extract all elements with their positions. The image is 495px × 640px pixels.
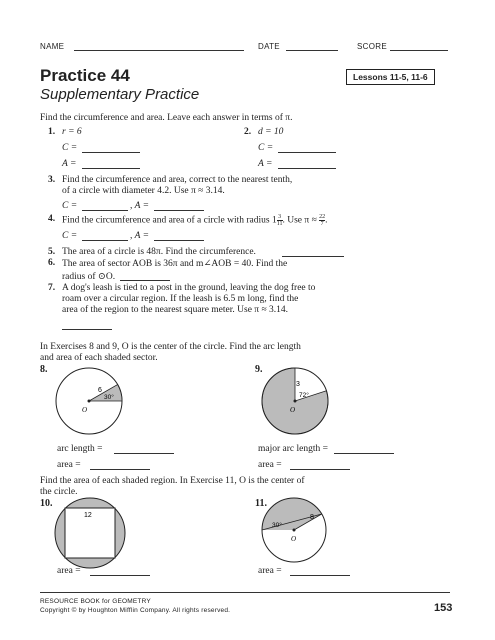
score-field[interactable] bbox=[390, 42, 448, 51]
problem-8-radius-label: 6 bbox=[98, 387, 102, 394]
problem-11-radius-label: 8 bbox=[310, 514, 314, 521]
problem-8-number: 8. bbox=[40, 364, 48, 375]
directions-3-line-1: Find the area of each shaded region. In Exercise 11, O is the center of bbox=[40, 476, 305, 486]
problem-8-area-label: area = bbox=[57, 460, 81, 470]
directions-2-line-1: In Exercises 8 and 9, O is the center of the circle. Find the arc length bbox=[40, 342, 301, 352]
problem-9-arc-answer[interactable] bbox=[334, 444, 394, 454]
problem-7-line-3: area of the region to the nearest square meter. Use π ≈ 3.14. bbox=[62, 305, 289, 315]
problem-9-radius-label: 3 bbox=[296, 381, 300, 388]
directions-2-line-2: and area of each shaded sector. bbox=[40, 353, 158, 363]
problem-5-number: 5. bbox=[48, 247, 56, 257]
problem-5-text: The area of a circle is 48π. Find the circumference. bbox=[62, 247, 256, 257]
problem-10-figure bbox=[52, 495, 128, 571]
problem-9-area-answer[interactable] bbox=[290, 460, 350, 470]
problem-4-a-answer[interactable] bbox=[154, 231, 204, 241]
directions-3-line-2: the circle. bbox=[40, 487, 78, 497]
problem-10-area-answer[interactable] bbox=[90, 566, 150, 576]
problem-3-c-answer[interactable] bbox=[82, 201, 128, 211]
problem-7-line-2: roam over a circular region. If the leash is 6.5 m long, find the bbox=[62, 294, 299, 304]
date-field[interactable] bbox=[286, 42, 338, 51]
problem-4-c-label: C = bbox=[62, 231, 78, 241]
problem-3-c-label: C = bbox=[62, 201, 78, 211]
problem-6-number: 6. bbox=[48, 258, 56, 268]
problem-4-number: 4. bbox=[48, 214, 56, 224]
page-number: 153 bbox=[434, 602, 453, 614]
problem-2-c-answer[interactable] bbox=[278, 143, 336, 153]
problem-2-c-label: C = bbox=[258, 143, 274, 153]
problem-11-center-label: O bbox=[291, 535, 297, 543]
problem-4-c-answer[interactable] bbox=[82, 231, 128, 241]
problem-9-arc-label: major arc length = bbox=[258, 444, 328, 454]
problem-2-a-answer[interactable] bbox=[278, 159, 336, 169]
problem-4-a-label: , A = bbox=[130, 231, 149, 241]
problem-11-figure bbox=[258, 494, 330, 566]
problem-9-area-label: area = bbox=[258, 460, 282, 470]
problem-7-answer[interactable] bbox=[62, 320, 112, 330]
problem-1-a-label: A = bbox=[62, 159, 77, 169]
problem-8-area-answer[interactable] bbox=[90, 460, 150, 470]
date-label: DATE bbox=[258, 42, 280, 51]
problem-6-answer[interactable] bbox=[120, 271, 170, 281]
problem-3-a-label: , A = bbox=[130, 201, 149, 211]
problem-3-number: 3. bbox=[48, 175, 56, 185]
page-subtitle: Supplementary Practice bbox=[40, 86, 200, 103]
footer-rule bbox=[40, 592, 450, 593]
problem-8-circle-figure bbox=[52, 364, 126, 438]
problem-8-center-label: O bbox=[82, 406, 88, 414]
problem-6-line-1: The area of sector AOB is 36π and m∠AOB = 40. Find the bbox=[62, 259, 288, 269]
problem-3-line-2: of a circle with diameter 4.2. Use π ≈ 3.14. bbox=[62, 186, 225, 196]
lessons-badge: Lessons 11-5, 11-6 bbox=[346, 69, 435, 85]
problem-7-number: 7. bbox=[48, 283, 56, 293]
problem-1-c-answer[interactable] bbox=[82, 143, 140, 153]
problem-1-a-answer[interactable] bbox=[82, 159, 140, 169]
problem-10-area-label: area = bbox=[57, 566, 81, 576]
problem-11-area-answer[interactable] bbox=[290, 566, 350, 576]
name-label: NAME bbox=[40, 42, 65, 51]
problem-11-area-label: area = bbox=[258, 566, 282, 576]
problem-2-given: d = 10 bbox=[258, 127, 284, 137]
problem-9-center-label: O bbox=[290, 406, 296, 414]
problem-5-answer[interactable] bbox=[282, 247, 344, 257]
footer-book: RESOURCE BOOK for GEOMETRY bbox=[40, 598, 151, 605]
problem-9-circle-figure bbox=[258, 364, 332, 438]
problem-8-arc-label: arc length = bbox=[57, 444, 103, 454]
problem-8-arc-answer[interactable] bbox=[114, 444, 174, 454]
problem-9-number: 9. bbox=[255, 364, 263, 375]
problem-2-number: 2. bbox=[244, 127, 252, 137]
problem-6-line-2: radius of ⊙O. bbox=[62, 272, 116, 282]
problem-8-angle-label: 30° bbox=[104, 394, 114, 401]
page-title: Practice 44 bbox=[40, 66, 130, 85]
problem-4-text: Find the circumference and area of a circle with radius 1 $\frac{3}{11}$ . Use π ≈ $\frac{22}{7}$ . bbox=[62, 214, 328, 227]
problem-11-number: 11. bbox=[255, 498, 267, 509]
problem-2-a-label: A = bbox=[258, 159, 273, 169]
footer-copyright: Copyright © by Houghton Mifflin Company. All rights reserved. bbox=[40, 607, 231, 614]
problem-3-a-answer[interactable] bbox=[154, 201, 204, 211]
problem-3-line-1: Find the circumference and area, correct to the nearest tenth, bbox=[62, 175, 293, 185]
directions-1: Find the circumference and area. Leave each answer in terms of π. bbox=[40, 113, 293, 123]
name-field[interactable] bbox=[74, 42, 244, 51]
score-label: SCORE bbox=[357, 42, 387, 51]
problem-1-number: 1. bbox=[48, 127, 56, 137]
problem-9-angle-label: 72° bbox=[299, 392, 309, 399]
problem-1-c-label: C = bbox=[62, 143, 78, 153]
problem-11-angle-label: 30° bbox=[272, 522, 282, 529]
problem-7-line-1: A dog's leash is tied to a post in the ground, leaving the dog free to bbox=[62, 283, 316, 293]
problem-1-given: r = 6 bbox=[62, 127, 82, 137]
problem-10-number: 10. bbox=[40, 498, 53, 509]
problem-10-side-label: 12 bbox=[84, 512, 92, 519]
